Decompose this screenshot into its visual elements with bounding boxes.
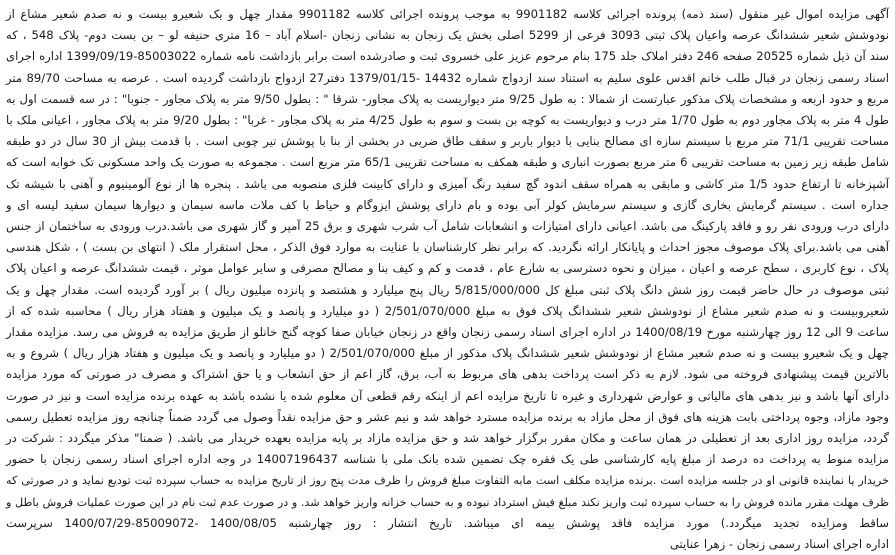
notice-line-11: دارای درب ورودی نفر رو و فاقد پارکینگ می باشد. اعیانی دارای امتیازات و انشعابات شامل آب شرب شهری و برق 25 آمپر و گاز شهری می باشد.درب ورودی به ساختمان از جنس (6, 219, 890, 234)
notice-line-4: اسناد رسمی زنجان در قبال طلب خانم اقدس علوی سلیم به استناد سند ازدواج شماره 14432 -1379/01/15 دفتر27 ازدواج بازداشت گردیده است . عرصه به مساحت 89/70 متر (6, 70, 889, 85)
notice-line-16: ساعت 9 الی 12 روز چهارشنبه مورخ 1400/08/19 در اداره اجرای اسناد رسمی زنجان واقع در زنجان خیابان صفا کوچه گنج خانلو از طریق مزایده به فروش می رسد. مزایده مقدار (6, 325, 890, 340)
notice-line-12: آهنی می باشد.برای پلاک موصوف مجوز احداث و پایانکار ارائه نگردید. که برابر نظر کارشناسان با عنایت به موارد فوق الذکر ، محل استقرار ملک ( انتهای بن بست ) ، شکل هندسی (6, 240, 889, 255)
notice-line-17: چهل و یک شعیرو بیست و نه صدم شعیر مشاع از نودوشش شعیر ششدانگ پلاک مذکور از مبلغ 2/501/070/000 ( دو میلیارد و پانصد و یک میلیون و هفتاد هزار ریال ) شروع و به (6, 346, 889, 361)
notice-line-14: ثبتی موصوف در حال حاضر قیمت روز شش دانگ پلاک ثبتی مبلغ کل 5/815/000/000 ریال پنج میلیارد و هشتصد و پانزده میلیون ریال ) بر آورد گردیده است. مقدار چهل و یک (6, 282, 889, 297)
notice-line-1: آگهی مزایده اموال غیر منقول (سند ذمه) پرونده اجرائی کلاسه 9901182 به موجب پرونده اجرائی کلاسه 9901182 مقدار چهل و یک شعیرو بیست و نه صدم شعیر مشاع از (6, 7, 889, 21)
notice-line-7: مساحت تقریبی 71/1 متر مربع با سیستم سازه ای مصالح بنایی با دیوار باربر و سقف طاق ضربی در بخشی از بنا با پوشش تیر چوبی است . با قدمت بیش از 30 سال در دو طبقه (6, 134, 890, 149)
notice-signature-line: اداره اجرای اسناد رسمی زنجان - زهرا عنایتی (669, 537, 889, 552)
notice-line-24: ظرف مهلت مقرر مانده فروش را به حساب سپرده ثبت واریز نکند مبلغ فیش استرداد نبوده و به حساب خزانه واریز خواهد شد. و در صورت عدم ثبت نام در این صورت عملیات فروش باطل و (6, 495, 889, 509)
notice-line-20: وجود مازاد، وجوه پرداختی بابت هزینه های فوق از محل مازاد به برنده مزایده مسترد خواهد شد و نیم عشر و حق مزایده نقداً وصول می گردد ضمناً چنانچه روز مزایده تعطیل رسمی (6, 409, 889, 424)
notice-line-9: آشپزخانه تا ارتفاع حدود 1/5 متر کاشی و مابقی به همراه سقف اندود گچ سفید رنگ آمیزی و دارای کابینت فلزی منصوبه می باشد . پنجره ها از نوع آلومینیوم و آهنی با شیشه تک (6, 176, 889, 191)
notice-line-8: شامل طبقه زیر زمین به مساحت تقریبی 6 متر مربع بصورت انباری و طبقه همکف به مساحت تقریبی 65/1 متر مربع است . مجموعه به صورت یک واحد مسکونی تک خوابه است که (6, 155, 889, 170)
notice-line-3: سند آن ذیل شماره 20525 صفحه 246 دفتر املاک جلد 175 بنام مرحوم عزیز علی خسروی ثبت و صادرشده است برابر بازداشت نامه شماره 85003022-1399/09/19 اداره اجرای (6, 49, 889, 64)
notice-line-23: خریدار یا نماینده قانونی او در جلسه مزایده است .برنده مزایده مکلف است مابه التفاوت مبلغ فروش را ظرف مدت پنج روز از تاریخ مزایده به حساب سپرده ثبت تودیع نماید و در صورتی که (6, 474, 889, 488)
notice-line-21: گردد، مزایده روز اداری بعد از تعطیلی در همان ساعت و مکان مقرر برگزار خواهد شد و حق مزایده مازاد بر پایه مزایده بعهده خریدار می باشد. ( ضمنا" مذکر میگردد : شرکت در (6, 431, 889, 446)
notice-line-5: مربع و حدود اربعه و مشخصات پلاک مذکور عبارتست از شمالا : به طول 9/25 متر دیواریست به پلاک مجاور- شرقا " : بطول 9/50 متر به پلاک مجاور - جنوبا" : در سه قسمت اول به (6, 91, 890, 106)
notice-line-13: پلاک ، نوع کاربری ، سطح عرصه و اعیان ، میزان و نحوه دسترسی به شارع عام ، قدمت و کم و کیف بنا و مصالح مصرفی و سایر عوامل موثر ، قیمت ششدانگ عرصه و اعیان پلاک (6, 261, 889, 276)
notice-line-6: طول 4 متر به پلاک مجاور دوم به طول 1/70 متر درب و دیواریست به کوچه بن بست و سوم به طول 4/25 متر به پلاک مجاور - غربا" : بطول 9/20 متر به پلاک مجاور ، اعیانی ملک با (6, 113, 889, 128)
notice-line-19: دارای آنها باشد و نیز بدهی های مالیاتی و عوارض شهرداری و غیره تا تاریخ مزایده اعم از اینکه رقم قطعی آن معلوم شده یا نشده باشد به عهده برنده مزایده است و نیز در صورت (6, 388, 889, 403)
notice-line-18: بالاترین قیمت پیشنهادی فروخته می شود. لازم به ذکر است پرداخت بدهی های مربوط به آب، برق، گاز اعم از حق انشعاب و یا حق اشتراک و مصرف در صورتی که مورد مزایده (6, 367, 889, 382)
notice-line-10: جداره است . سیستم گرمایش بخاری گازی و سیستم سرمایش کولر آبی بوده و بام دارای پوشش ایزوگام و حیاط با کف ملات ماسه سیمان و دیوارها سیمان سفید لیسه ای و (6, 197, 889, 212)
notice-line-22: مزایده منوط به پرداخت ده درصد از مبلغ پایه کارشناسی طی یک فقره چک تضمین شده بانک ملی با شناسه 14007196437 در وجه اداره اجرای اسناد رسمی زنجان با حضور (6, 452, 889, 467)
notice-line-15: شعیروبیست و نه صدم شعیر مشاع از نودوشش شعیر ششدانگ پلاک فوق به مبلغ 2/501/070/000 ( دو میلیارد و پانصد و یک میلیون و هفتاد هزار ریال ) محاسبه شده که از (6, 303, 889, 318)
notice-line-2: نودوشش شعیر ششدانگ عرصه واعیان پلاک ثبتی 3093 فرعی از 5299 اصلی بخش یک زنجان به نشانی زنجان -اسلام آباد – 16 متری حنیفه لو – بن بست دوم- پلاک 548 ، که (6, 28, 889, 43)
notice-line-25: ساقط ومزایده تجدید میگردد.) مورد مزایده فاقد پوشش بیمه ای میباشد. تاریخ انتشار : روز چهارشنبه 1400/08/05 -85009072-1400/07/29 سرپرست (6, 515, 889, 530)
